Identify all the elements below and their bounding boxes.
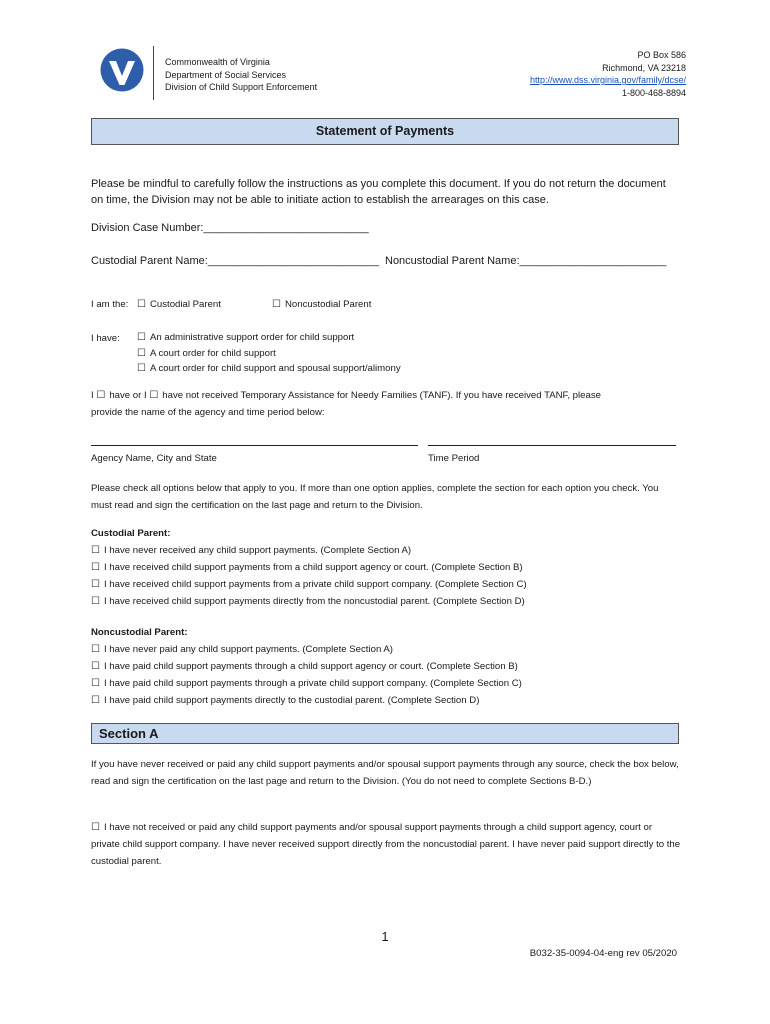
phone-number: 1-800-468-8894 [621,87,686,98]
checkbox-icon[interactable]: ☐ [91,695,100,706]
checkbox-icon[interactable]: ☐ [91,596,100,607]
option-label: I have received child support payments directly from the noncustodial parent. (Complete Section D) [103,596,525,607]
agency-line-3: Division of Child Support Enforcement [165,82,318,92]
address-block [530,49,686,99]
page-number: 1 [381,929,389,944]
option-label: Custodial Parent [149,299,221,310]
option-label: I have never paid any child support payments. (Complete Section A) [103,644,394,655]
form-code: B032-35-0094-04-eng rev 05/2020 [529,948,677,959]
section-a-certification-option[interactable] [91,819,681,870]
custodial-option-c[interactable] [91,576,681,593]
section-a-certification-text: I have not received or paid any child support payments and/or spousal support payments through a child support agency, court or private child support company. I have never received support directly from the noncustodial parent. I have never paid support directly to the custodial parent. [91,822,681,867]
option-label: I have paid child support payments through a child support agency or court. (Complete Section B) [103,661,518,672]
i-am-label: I am the: [91,299,129,310]
agency-name-line[interactable] [91,445,418,446]
agency-block [165,56,317,94]
custodial-parent-heading: Custodial Parent: [91,528,171,539]
noncustodial-parent-heading: Noncustodial Parent: [91,627,188,638]
option-label: A court order for child support and spousal support/alimony [149,363,401,374]
check-options-instructions: Please check all options below that apply to you. If more than one option applies, complete the section for each option you check. You must read and sign the certification on the last page and return to the Division. [91,483,659,511]
agency-line-2: Department of Social Services [165,69,287,80]
checkbox-icon[interactable]: ☐ [91,678,100,689]
section-a-instructions: If you have never received or paid any child support payments and/or spousal support payments through any source, check the box below, read and sign the certification on the last page and return to the Division. (You do not need to complete Sections B-D.) [91,759,679,787]
custodial-parent-option[interactable] [137,296,221,313]
option-label: I have never received any child support payments. (Complete Section A) [103,545,412,556]
order-option-court-spousal[interactable] [137,361,401,377]
noncustodial-option-c[interactable] [91,675,681,692]
website-link[interactable]: http://www.dss.virginia.gov/family/dcse/ [529,75,686,85]
custodial-option-a[interactable] [91,542,681,559]
option-label: A court order for child support [149,347,276,359]
tanf-text-line-2: provide the name of the agency and time period below: [91,407,325,418]
tanf-have-checkbox-icon[interactable]: ☐ [96,390,106,401]
tanf-text-line-1: have not received Temporary Assistance for Needy Families (TANF). If you have received TANF, please [162,390,601,401]
noncustodial-parent-options [91,624,681,709]
order-type-options [137,330,401,377]
address-line-1: PO Box 586 [637,50,686,60]
checkbox-icon[interactable]: ☐ [91,644,100,655]
tanf-statement [91,387,681,421]
checkbox-icon[interactable]: ☐ [137,347,146,359]
header-divider [153,46,154,100]
noncustodial-option-b[interactable] [91,658,681,675]
option-label: I have paid child support payments directly to the custodial parent. (Complete Section D) [103,695,480,706]
noncustodial-option-d[interactable] [91,692,681,709]
noncustodial-option-a[interactable] [91,641,681,658]
checkbox-icon[interactable]: ☐ [272,299,281,310]
custodial-parent-name-field[interactable]: Custodial Parent Name:____________________________ [91,255,380,267]
address-line-2: Richmond, VA 23218 [602,62,686,73]
checkbox-icon[interactable]: ☐ [91,545,100,556]
agency-line-1: Commonwealth of Virginia [165,57,270,67]
checkbox-icon[interactable]: ☐ [137,332,146,343]
tanf-have-not-checkbox-icon[interactable]: ☐ [149,390,159,401]
option-label: I have paid child support payments through a private child support company. (Complete Section C) [103,678,522,689]
checkbox-icon[interactable]: ☐ [91,562,100,573]
custodial-option-b[interactable] [91,559,681,576]
option-label: I have received child support payments from a private child support company. (Complete Section C) [103,579,527,590]
section-a-heading: Section A [91,723,679,744]
option-label: An administrative support order for child support [149,332,355,343]
checkbox-icon[interactable]: ☐ [137,363,146,374]
noncustodial-parent-name-field[interactable]: Noncustodial Parent Name:________________________ [385,255,667,267]
i-have-label: I have: [91,333,120,344]
tanf-have-or-i: have or I [109,390,147,401]
checkbox-icon[interactable]: ☐ [91,579,100,590]
virginia-dss-v-logo-icon [100,48,144,92]
time-period-label: Time Period [428,453,480,464]
tanf-i-label: I [91,390,94,401]
checkbox-icon[interactable]: ☐ [91,822,100,833]
checkbox-icon[interactable]: ☐ [137,299,146,310]
option-label: I have received child support payments from a child support agency or court. (Complete Section B) [103,562,523,573]
agency-name-label: Agency Name, City and State [91,453,217,464]
document-title: Statement of Payments [91,118,679,145]
custodial-option-d[interactable] [91,593,681,610]
time-period-line[interactable] [428,445,676,446]
noncustodial-parent-option[interactable] [272,296,371,313]
checkbox-icon[interactable]: ☐ [91,661,100,672]
intro-paragraph: Please be mindful to carefully follow the instructions as you complete this document. If you do not return the document on time, the Division may not be able to initiate action to establish the arrearages on this case. [91,178,666,206]
custodial-parent-options [91,525,681,610]
case-number-field[interactable]: Division Case Number:___________________________ [91,222,369,234]
option-label: Noncustodial Parent [284,299,372,310]
order-option-court[interactable] [137,346,401,362]
order-option-administrative[interactable] [137,330,401,346]
